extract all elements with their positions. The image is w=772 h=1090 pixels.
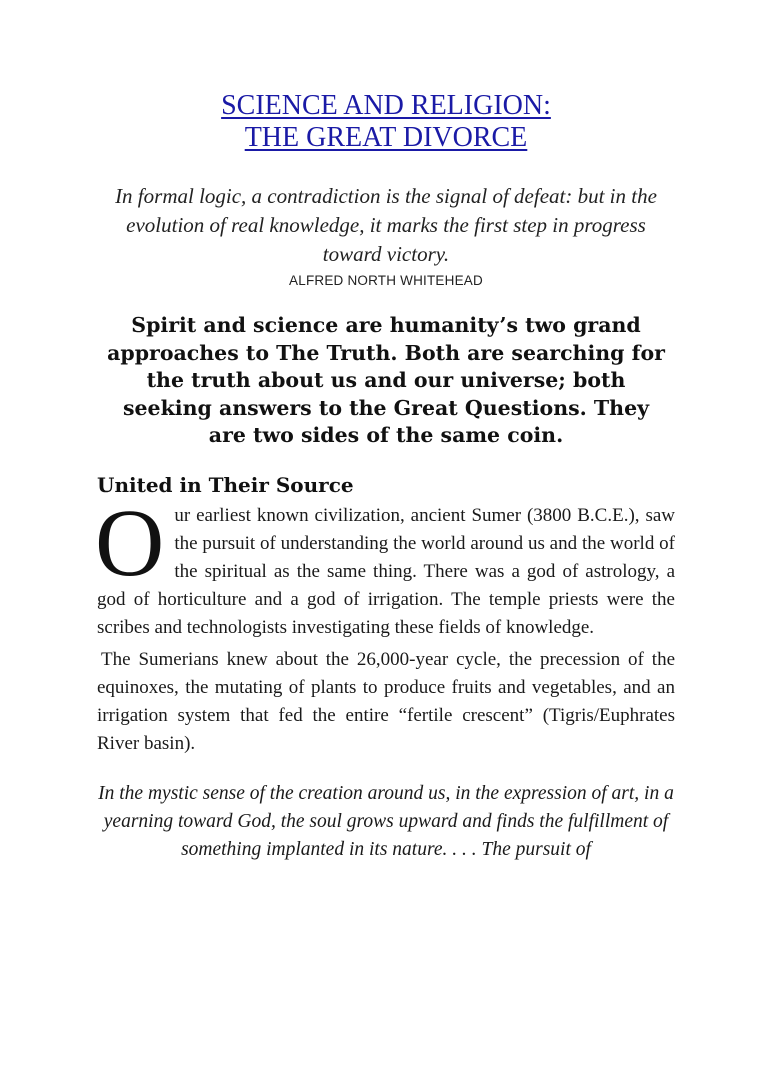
- closing-quote: In the mystic sense of the creation around us, in the expression of art, in a yearning toward God, the soul grows upward and finds the fulfillment of something implanted in its nature. . . . The pursuit of: [98, 782, 674, 860]
- chapter-title: [97, 90, 675, 154]
- chapter-title-line-1: SCIENCE AND RELIGION:: [221, 90, 551, 121]
- epigraph-attribution: ALFRED NORTH WHITEHEAD: [289, 273, 483, 288]
- drop-cap: O: [95, 488, 165, 596]
- chapter-title-link[interactable]: [221, 90, 551, 153]
- body-paragraph-1-text: ur earliest known civilization, ancient Sumer (3800 B.C.E.), saw the pursuit of understanding the world around us and the world of the spiritual as the same thing. There was a god of astrology, a god of horticulture and a god of irrigation. The temple priests were the scribes and technologists investigating these fields of knowledge.: [97, 504, 675, 638]
- body-paragraph-2: The Sumerians knew about the 26,000-year cycle, the precession of the equinoxes, the mutating of plants to produce fruits and vegetables, and an irrigation system that fed the entire “fertile crescent” (Tigris/Euphrates River basin).: [97, 648, 675, 754]
- section-heading: United in Their Source: [97, 472, 354, 497]
- document-page: [0, 90, 772, 1090]
- chapter-title-line-2: THE GREAT DIVORCE: [244, 122, 528, 153]
- lead-statement: Spirit and science are humanity’s two grand approaches to The Truth. Both are searching for the truth about us and our universe; both seeking answers to the Great Questions. They are two sides of the same coin.: [107, 313, 665, 447]
- epigraph-quote: In formal logic, a contradiction is the signal of defeat: but in the evolution of real knowledge, it marks the first step in progress toward victory.: [115, 184, 657, 266]
- body-paragraph-1: [95, 488, 675, 642]
